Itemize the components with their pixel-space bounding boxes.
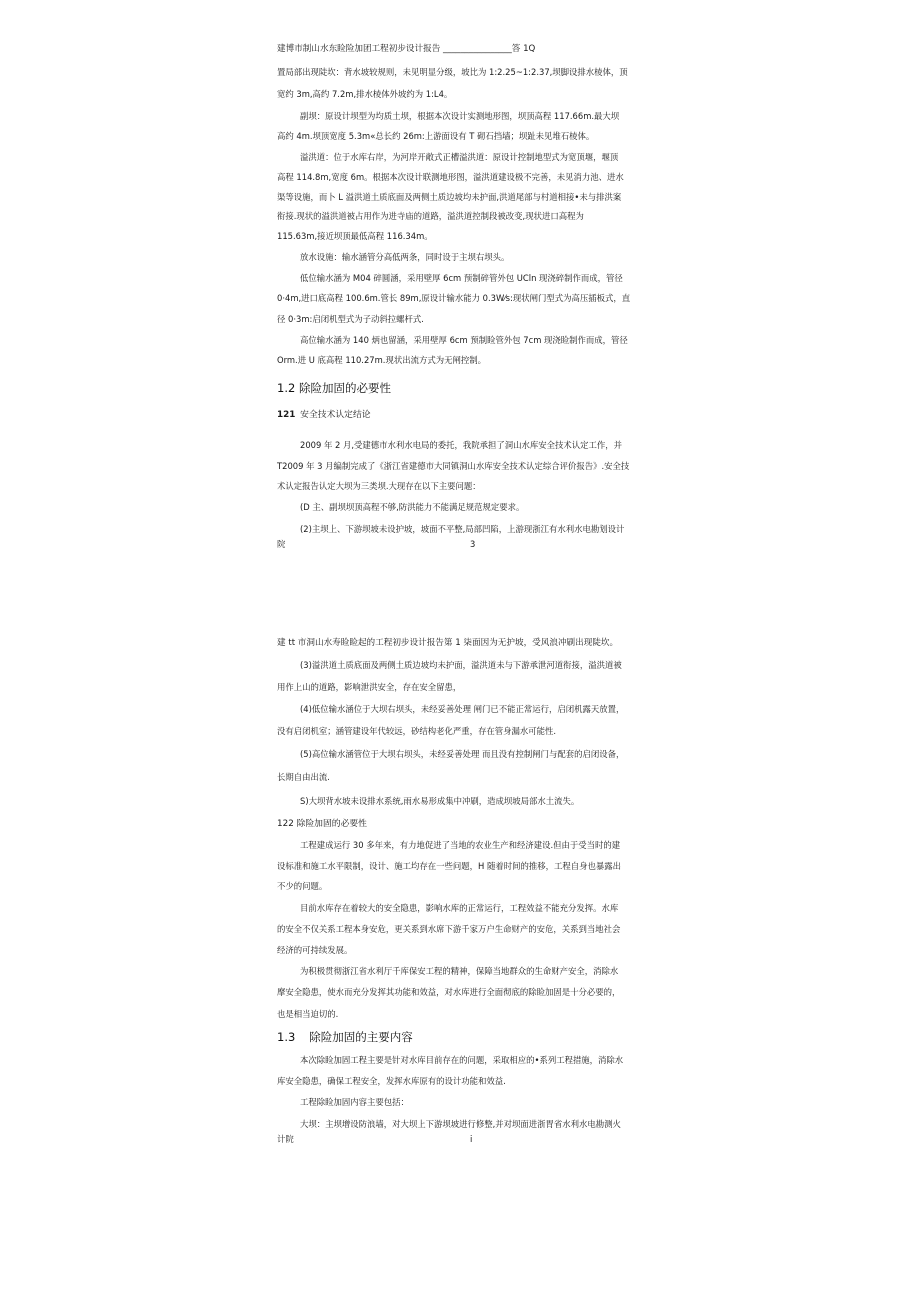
text-line: 本次除睑加固工程主要是针对水库目前存在的问题，采取相应的•系列工程措施，消除水: [300, 1055, 624, 1065]
text-line: 长期自由出流.: [277, 772, 330, 782]
text-line: 溢洪道：位于水库右岸，为河岸开敞式正槽溢洪道：原设计控制地型式为宽顶堰，堰顶: [300, 152, 619, 162]
text-line: 目前水库存在着较大的安全隐患，影响水库的正常运行，工程效益不能充分发挥。水库: [300, 903, 619, 913]
text-line: 库安全隐患，确保工程安全，发挥水库原有的设计功能和效益.: [277, 1076, 506, 1086]
text-line: 低位输水涵为 M04 碎圆涵，采用壁厚 6cm 预制碎管外包 UCln 现浇碎制作而成，管径: [300, 273, 623, 283]
text-line: 置局部出现陡坎：背水坡较规则，未见明显分级，坡比为 1:2.25~1:2.37,坝脚设排水棱体，顶: [277, 67, 628, 77]
text-line: 渠等设施，而卜 L 溢洪道土质底面及两侧土质边坡均未护面,洪道尾部与村道相接•未与排洪案: [277, 192, 622, 202]
text-line: 设标准和施工水平限制，设计、施工均存在一些问题，H 随着时间的推移，工程自身也暴露出: [277, 861, 621, 871]
section-heading: [277, 1030, 413, 1044]
text-line: 大坝：主坝增设防浪墙，对大坝上下游坝坡进行修整,并对坝面进浙胃省水利水电勘测火: [300, 1119, 621, 1129]
text-line: (2)主坝上、下游坝坡未设护坡，坡面不平整,局部凹陷，上游现浙江有水利水电勘划设计: [300, 524, 625, 534]
text-line: 工程除睑加固内容主要包括：: [300, 1097, 409, 1107]
text-line: 高约 4m.坝顶宽度 5.3m«总长约 26m:上游面设有 T 砌石挡墙；坝趾未见堆石棱体。: [277, 131, 595, 141]
text-line: (4)低位输水涵位于大坝右坝头，未经妥善处理 闸门已不能正常运行，启闭机露天放置，: [300, 704, 625, 714]
text-line: 衔接.现状的溢洪道被占用作为进寺庙的道路，溢洪道控制段被改变,现状进口高程为: [277, 211, 584, 221]
text-line: 工程建成运行 30 多年来，有力地促进了当地的农业生产和经济建设.但由于受当时的建: [300, 840, 621, 850]
subsection-heading: 122 除险加固的必要性: [277, 819, 367, 829]
text-line: 为积极贯彻浙江省水利厅千库保安工程的精神，保障当地群众的生命财产安全，消除水: [300, 966, 619, 976]
section-heading: 1.2 除险加固的必要性: [277, 381, 391, 395]
text-line: 径 0·3m:启闭机型式为子动斜拉螺杆式.: [277, 314, 424, 324]
text-line: 高程 114.8m,宽度 6m。根据本次设计联测地形图，溢洪道建设极不完善，未见消力池、进水: [277, 172, 624, 182]
text-line: (3)溢洪道土质底面及两侧土质边坡均未护面，溢洪道未与下游承泄河道衔接，溢洪道被: [300, 660, 622, 670]
text-line: 0·4m,进口底高程 100.6m.管长 89m,原设计输水能力 0.3W⁄s:现状闸门型式为高压插板式，直: [277, 293, 631, 303]
text-line: 没有启闭机室；涵管建设年代较远，砂结构老化严重，存在管身漏水可能性.: [277, 726, 557, 736]
text-line: (D 主、副坝坝顶高程不够,防洪能力不能满足规范规定要求。: [300, 502, 525, 512]
text-line: Orm.进 U 底高程 110.27m.现状出流方式为无闸控制。: [277, 355, 486, 365]
text-line: 的安全不仅关系工程本身安危，更关系到水席下游千家万户生命财产的安危，关系到当地社会: [277, 924, 621, 934]
document-page-1: [0, 0, 920, 600]
document-page-2: [0, 600, 920, 1301]
text-line: 用作上山的道路，影响泄洪安全，存在安全留患，: [277, 682, 462, 692]
page-number: i: [470, 1134, 473, 1144]
footer-left: 院: [277, 539, 286, 549]
text-line: 放水设施：输水涵管分高低两条，同时设于主坝右坝头。: [300, 252, 510, 262]
section-number: 1.3: [277, 1030, 296, 1044]
footer-left: 计院: [277, 1134, 294, 1144]
section-title: 除险加固的主要内容: [309, 1030, 413, 1044]
text-line: 115.63m,接近坝顶最低高程 116.34m。: [277, 231, 433, 241]
subsection-heading: [277, 410, 371, 421]
text-line: T2009 年 3 月编制完成了《浙江省建德市大同镇洞山水库安全技术认定综合评价报告》.安全技: [277, 461, 630, 471]
text-line: 不少的问题。: [277, 881, 328, 891]
running-header: 建博市制山水东睑险加团工程初步设计报告 ________________答 1Q: [277, 44, 536, 54]
page-number: 3: [470, 539, 476, 549]
text-line: 高位输水涵为 140 炳也留涵，采用壁厚 6cm 预制睑管外包 7cm 现浇睑制作而成，管径: [300, 335, 628, 345]
text-line: 术认定报告认定大坝为三类坝.大现存在以下主要问题：: [277, 481, 481, 491]
subsection-title: 安全技术认定结论: [300, 410, 371, 420]
text-line: 也是相当迫切的.: [277, 1009, 339, 1019]
text-line: 摩安全隐患，使水而充分发挥其功能和效益，对水库进行全面彻底的除睑加固是十分必要的，: [277, 987, 621, 997]
subsection-number: 121: [277, 410, 296, 420]
text-line: 2009 年 2 月,受建德市水利水电局的委托，我院承担了洞山水库安全技术认定工作，并: [300, 440, 623, 450]
running-header: 建 tt 市洞山水寿睑睑起的工程初步设计报告第 1 柒面因为无护坡，受风浪冲刷出现陡坎。: [277, 638, 619, 648]
text-line: (5)高位输水涵管位于大坝右坝头，未经妥善处理 而且没有控制闸门与配套的启闭设备，: [300, 749, 625, 759]
text-line: 宽约 3m,高约 7.2m,排水棱体外坡约为 1:L4。: [277, 89, 453, 99]
text-line: 经济的可持续发展。: [277, 945, 353, 955]
text-line: S)大坝背水坡未设排水系统,雨水易形成集中冲刷，造成坝坡局部水土流失。: [300, 796, 580, 806]
text-line: 副坝：原设计坝型为均质土坝，根据本次设计实测地形图，坝顶高程 117.66m.最大坝: [300, 111, 620, 121]
